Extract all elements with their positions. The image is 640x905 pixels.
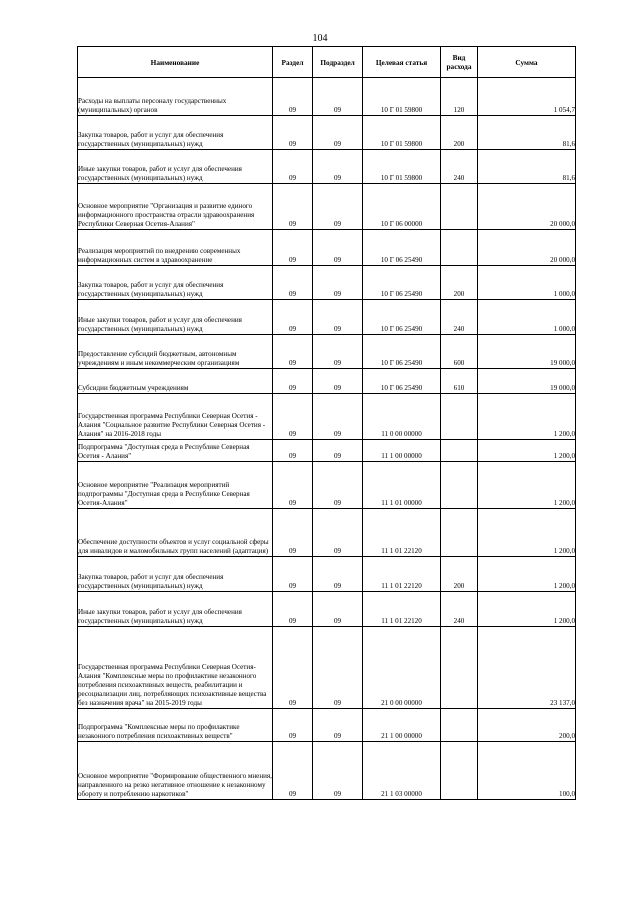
row-statya-cell: 10 Г 06 00000 [363,184,441,230]
row-summa-cell: 1 200,0 [478,592,576,627]
row-vid-cell: 200 [441,116,478,150]
row-podrazdel-cell: 09 [313,709,363,742]
row-statya-cell: 10 Г 01 59800 [363,116,441,150]
row-summa-cell: 1 200,0 [478,462,576,509]
header-summa: Сумма [478,47,576,78]
row-razdel-cell: 09 [273,440,313,462]
row-statya-cell: 10 Г 01 59800 [363,78,441,116]
row-podrazdel-cell: 09 [313,266,363,300]
header-statya: Целевая статья [363,47,441,78]
row-vid-cell [441,509,478,557]
row-podrazdel-cell: 09 [313,335,363,369]
table-row [78,742,576,800]
table-row [78,394,576,440]
row-vid-cell [441,230,478,266]
table-row [78,592,576,627]
row-razdel-cell: 09 [273,462,313,509]
row-podrazdel-cell: 09 [313,369,363,394]
row-vid-cell: 600 [441,335,478,369]
row-name-cell: Обеспечение доступности объектов и услуг социальной сферы для инвалидов и маломобильных групп населений (адаптация) [78,509,273,557]
row-name-cell: Иные закупки товаров, работ и услуг для обеспечения государственных (муниципальных) нужд [78,592,273,627]
row-podrazdel-cell: 09 [313,230,363,266]
row-name-cell: Субсидии бюджетным учреждениям [78,369,273,394]
row-podrazdel-cell: 09 [313,557,363,592]
row-statya-cell: 11 1 01 00000 [363,462,441,509]
row-statya-cell: 10 Г 06 25490 [363,300,441,335]
row-vid-cell [441,462,478,509]
row-name-cell: Государственная программа Республики Северная Осетия - Алания "Социальное развитие Республики Северная Осетия - Алания" на 2016-2018 годы [78,394,273,440]
row-vid-cell [441,742,478,800]
row-statya-cell: 10 Г 06 25490 [363,230,441,266]
row-vid-cell: 240 [441,300,478,335]
row-razdel-cell: 09 [273,369,313,394]
row-statya-cell: 10 Г 01 59800 [363,150,441,184]
row-razdel-cell: 09 [273,709,313,742]
table-header-row [78,47,576,78]
table-row [78,462,576,509]
row-vid-cell: 240 [441,592,478,627]
page-number: 104 [312,33,328,44]
row-summa-cell: 1 200,0 [478,557,576,592]
table-row [78,300,576,335]
table-row [78,335,576,369]
row-statya-cell: 11 1 01 22120 [363,509,441,557]
row-name-cell: Основное мероприятие "Формирование общественного мнения, направленного на резко негативное отношение к незаконному обороту и потреблению наркотиков" [78,742,273,800]
row-summa-cell: 81,6 [478,150,576,184]
row-statya-cell: 21 1 00 00000 [363,709,441,742]
row-podrazdel-cell: 09 [313,440,363,462]
row-podrazdel-cell: 09 [313,462,363,509]
row-podrazdel-cell: 09 [313,116,363,150]
row-vid-cell: 200 [441,266,478,300]
table-row [78,709,576,742]
row-name-cell: Закупка товаров, работ и услуг для обеспечения государственных (муниципальных) нужд [78,557,273,592]
row-name-cell: Закупка товаров, работ и услуг для обеспечения государственных (муниципальных) нужд [78,266,273,300]
row-razdel-cell: 09 [273,335,313,369]
table-row [78,78,576,116]
row-summa-cell: 23 137,0 [478,627,576,709]
row-podrazdel-cell: 09 [313,300,363,335]
row-name-cell: Подпрограмма "Комплексные меры по профилактике незаконного потребления психоактивных веществ" [78,709,273,742]
row-podrazdel-cell: 09 [313,394,363,440]
row-vid-cell: 200 [441,557,478,592]
row-podrazdel-cell: 09 [313,150,363,184]
table-row [78,557,576,592]
budget-table [77,46,576,800]
row-summa-cell: 1 000,0 [478,300,576,335]
row-summa-cell: 20 000,0 [478,184,576,230]
row-razdel-cell: 09 [273,266,313,300]
row-statya-cell: 10 Г 06 25490 [363,266,441,300]
header-podrazdel: Подраздел [313,47,363,78]
row-razdel-cell: 09 [273,509,313,557]
row-name-cell: Основное мероприятие "Реализация мероприятий подпрограммы "Доступная среда в Республике Северная Осетия-Алания" [78,462,273,509]
header-vid: Вид расхода [441,47,478,78]
row-summa-cell: 1 200,0 [478,509,576,557]
row-name-cell: Государственная программа Республики Северная Осетия-Алания "Комплексные меры по профилактике незаконного потребления психоактивных веществ, реабилитации и ресоциализации лиц, потребляющих психоактивные вещества без назначения врача" на 2015-2019 годы [78,627,273,709]
row-name-cell: Иные закупки товаров, работ и услуг для обеспечения государственных (муниципальных) нужд [78,150,273,184]
row-vid-cell [441,440,478,462]
row-vid-cell [441,184,478,230]
row-razdel-cell: 09 [273,627,313,709]
row-podrazdel-cell: 09 [313,592,363,627]
row-podrazdel-cell: 09 [313,627,363,709]
row-summa-cell: 100,0 [478,742,576,800]
row-razdel-cell: 09 [273,394,313,440]
row-vid-cell: 120 [441,78,478,116]
row-name-cell: Реализация мероприятий по внедрению современных информационных систем в здравоохранение [78,230,273,266]
row-summa-cell: 81,6 [478,116,576,150]
table-row [78,266,576,300]
table-row [78,627,576,709]
row-name-cell: Закупка товаров, работ и услуг для обеспечения государственных (муниципальных) нужд [78,116,273,150]
row-razdel-cell: 09 [273,300,313,335]
row-razdel-cell: 09 [273,116,313,150]
row-summa-cell: 1 000,0 [478,266,576,300]
row-summa-cell: 1 054,7 [478,78,576,116]
header-name: Наименование [78,47,273,78]
row-podrazdel-cell: 09 [313,184,363,230]
row-razdel-cell: 09 [273,230,313,266]
row-name-cell: Расходы на выплаты персоналу государственных (муниципальных) органов [78,78,273,116]
row-razdel-cell: 09 [273,184,313,230]
row-razdel-cell: 09 [273,742,313,800]
row-statya-cell: 21 0 00 00000 [363,627,441,709]
row-summa-cell: 1 200,0 [478,394,576,440]
row-razdel-cell: 09 [273,557,313,592]
row-name-cell: Основное мероприятие "Организация и развитие единого информационного пространства отрасли здравоохранения Республики Северная Осетия-Алания" [78,184,273,230]
table-row [78,150,576,184]
table-row [78,440,576,462]
table-row [78,369,576,394]
row-summa-cell: 20 000,0 [478,230,576,266]
row-razdel-cell: 09 [273,592,313,627]
table-row [78,509,576,557]
row-statya-cell: 10 Г 06 25490 [363,369,441,394]
row-statya-cell: 11 1 01 22120 [363,592,441,627]
row-vid-cell [441,394,478,440]
row-statya-cell: 10 Г 06 25490 [363,335,441,369]
table-row [78,230,576,266]
row-name-cell: Иные закупки товаров, работ и услуг для обеспечения государственных (муниципальных) нужд [78,300,273,335]
table-row [78,184,576,230]
table-row [78,116,576,150]
row-vid-cell: 610 [441,369,478,394]
row-summa-cell: 19 000,0 [478,369,576,394]
header-razdel: Раздел [273,47,313,78]
row-name-cell: Подпрограмма "Доступная среда в Республике Северная Осетия - Алания" [78,440,273,462]
row-name-cell: Предоставление субсидий бюджетным, автономным учреждениям и иным некоммерческим организациям [78,335,273,369]
row-summa-cell: 200,0 [478,709,576,742]
row-statya-cell: 21 1 03 00000 [363,742,441,800]
row-summa-cell: 19 000,0 [478,335,576,369]
row-summa-cell: 1 200,0 [478,440,576,462]
row-vid-cell [441,709,478,742]
row-vid-cell [441,627,478,709]
row-statya-cell: 11 1 01 22120 [363,557,441,592]
row-podrazdel-cell: 09 [313,509,363,557]
row-statya-cell: 11 1 00 00000 [363,440,441,462]
row-razdel-cell: 09 [273,150,313,184]
row-razdel-cell: 09 [273,78,313,116]
row-statya-cell: 11 0 00 00000 [363,394,441,440]
row-podrazdel-cell: 09 [313,78,363,116]
row-vid-cell: 240 [441,150,478,184]
row-podrazdel-cell: 09 [313,742,363,800]
